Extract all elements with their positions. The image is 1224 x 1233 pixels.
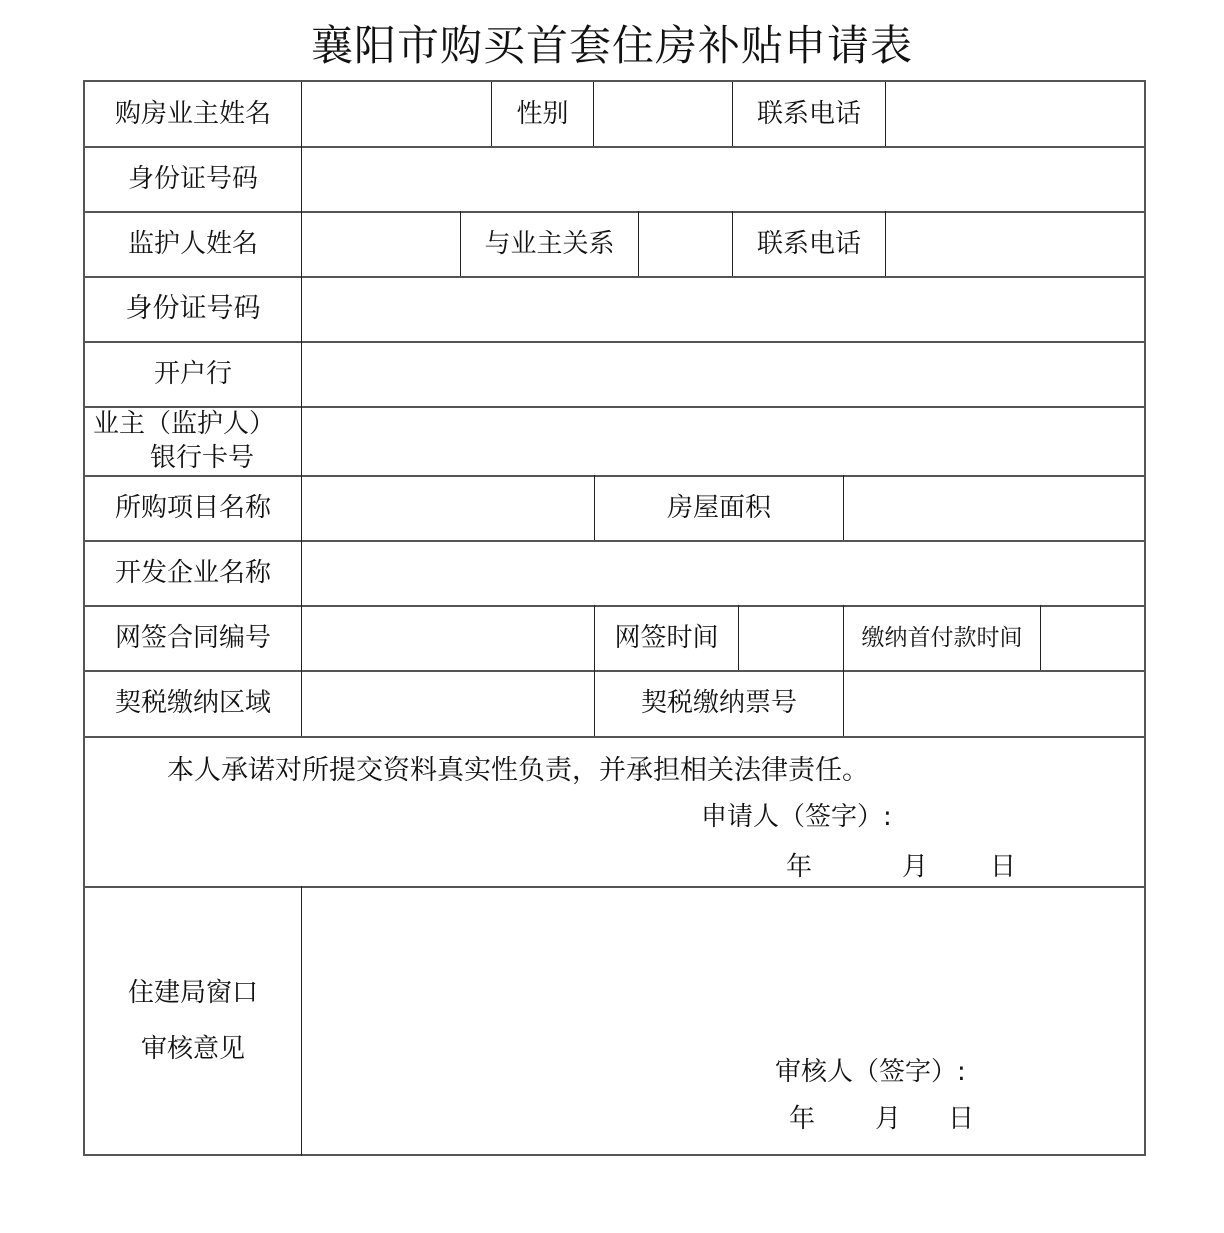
applicant-date-month: 月 [902,852,929,882]
bank-card-label-line1: 业主（监护人） [93,408,276,439]
guardian-name-field[interactable] [302,211,460,276]
project-name-field[interactable] [302,475,594,540]
developer-label: 开发企业名称 [114,557,271,588]
owner-id-label: 身份证号码 [127,163,258,194]
contract-number-label: 网签合同编号 [114,622,271,653]
pledge-section [85,736,1144,886]
guardian-id-field[interactable] [302,276,1144,341]
application-form [83,80,1146,1156]
deed-tax-region-field[interactable] [302,670,594,736]
applicant-date-year: 年 [786,852,813,882]
contract-date-field[interactable] [739,605,843,670]
owner-phone-label: 联系电话 [756,99,861,129]
down-payment-date-label: 缴纳首付款时间 [861,624,1023,651]
reviewer-date[interactable] [302,1098,1144,1134]
bank-card-field[interactable] [302,406,1144,475]
bank-card-label [85,406,301,475]
project-name-label: 所购项目名称 [114,492,271,523]
gender-label: 性别 [516,99,569,129]
review-label [85,886,301,1156]
bank-card-label-line2: 银行卡号 [150,442,255,473]
owner-phone-field[interactable] [886,82,1144,146]
deed-tax-receipt-label: 契税缴纳票号 [640,688,797,718]
down-payment-date-field[interactable] [1041,605,1144,670]
deed-tax-region-label: 契税缴纳区域 [114,688,271,718]
owner-id-field[interactable] [302,146,1144,211]
deed-tax-receipt-field[interactable] [844,670,1144,736]
guardian-name-label: 监护人姓名 [127,228,258,259]
guardian-phone-field[interactable] [886,211,1144,276]
reviewer-date-month: 月 [875,1104,902,1134]
form-title: 襄阳市购买首套住房补贴申请表 [310,21,913,70]
review-opinion-area[interactable] [302,886,1144,1156]
reviewer-date-year: 年 [789,1104,816,1134]
bank-label: 开户行 [153,358,232,389]
bank-field[interactable] [302,341,1144,406]
guardian-phone-label: 联系电话 [756,228,861,259]
guardian-id-label: 身份证号码 [125,292,261,324]
developer-field[interactable] [302,540,1144,605]
house-area-label: 房屋面积 [666,492,771,523]
relation-label: 与业主关系 [484,228,615,259]
applicant-date[interactable] [85,846,1144,882]
applicant-signature-label[interactable]: 申请人（签字）: [701,802,892,832]
contract-date-label: 网签时间 [614,622,719,653]
applicant-date-day: 日 [990,852,1017,882]
owner-name-field[interactable] [302,82,491,146]
owner-name-label: 购房业主姓名 [114,99,271,129]
reviewer-signature-label[interactable]: 审核人（签字）: [775,1057,966,1087]
relation-field[interactable] [639,211,732,276]
reviewer-date-day: 日 [948,1104,975,1134]
review-label-line1: 住建局窗口 [127,978,258,1008]
contract-number-field[interactable] [302,605,594,670]
review-label-line2: 审核意见 [140,1034,245,1064]
pledge-statement: 本人承诺对所提交资料真实性负责，并承担相关法律责任。 [167,755,869,786]
gender-field[interactable] [594,82,732,146]
house-area-field[interactable] [844,475,1144,540]
